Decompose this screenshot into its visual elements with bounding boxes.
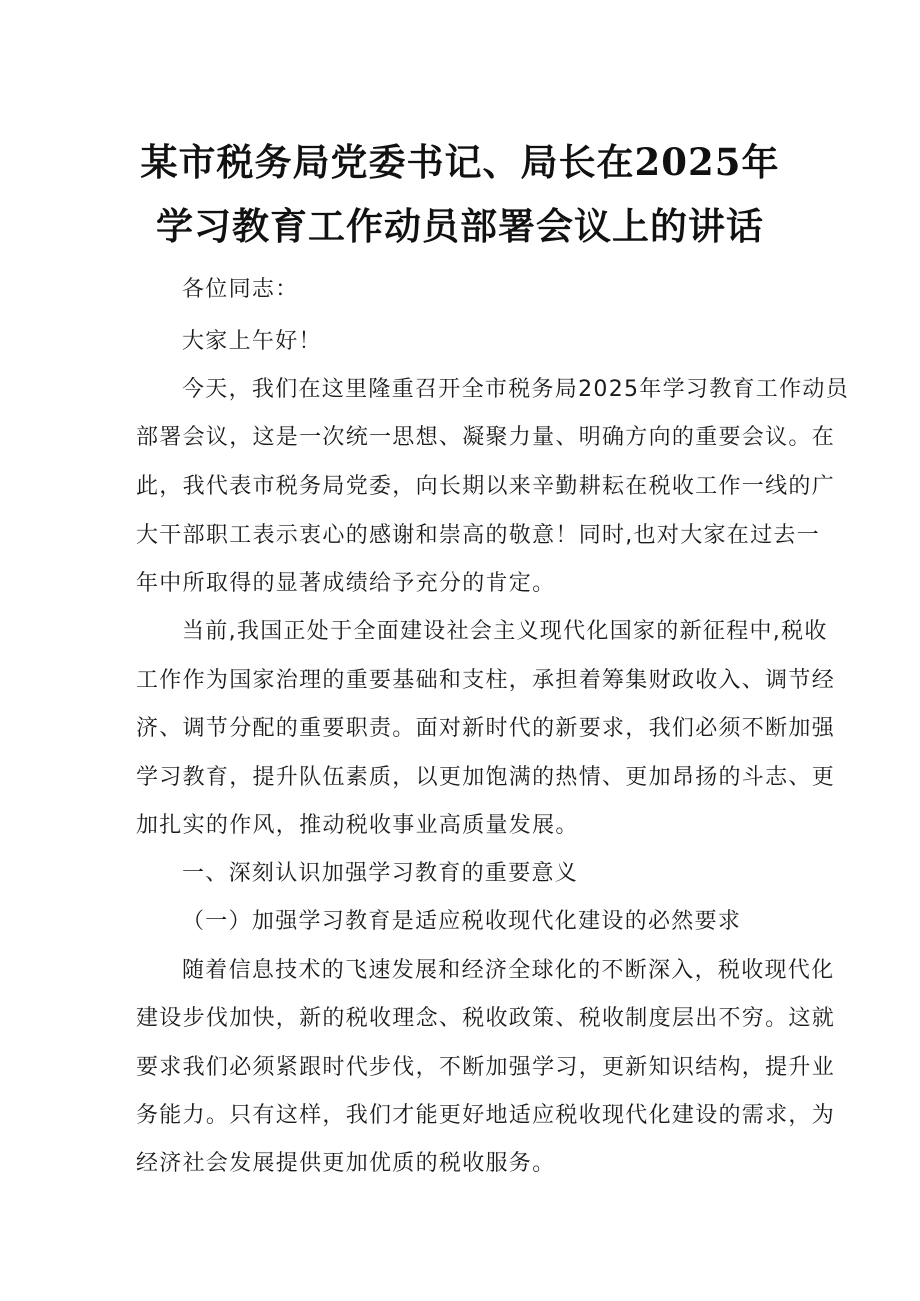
section-heading-text: 一、深刻认识加强学习教育的重要意义 xyxy=(182,861,579,886)
paragraph-line: 随着信息技术的飞速发展和经济全球化的不断深入，税收现代化 xyxy=(182,958,835,983)
paragraph-line: 经济社会发展提供更加优质的税收服务。 xyxy=(136,1151,556,1176)
paragraph-line: 大干部职工表示衷心的感谢和崇高的敬意！同时,也对大家在过去一 xyxy=(136,523,820,548)
paragraph-line: 济、调节分配的重要职责。面对新时代的新要求，我们必须不断加强 xyxy=(136,716,836,741)
paragraph-line: 学习教育，提升队伍素质，以更加饱满的热情、更加昂扬的斗志、更 xyxy=(136,765,836,790)
paragraph-line: 工作作为国家治理的重要基础和支柱，承担着筹集财政收入、调节经 xyxy=(136,668,836,693)
paragraph-line: 今天，我们在这里隆重召开全市税务局2025年学习教育工作动员 xyxy=(182,377,849,402)
paragraph-line: 当前,我国正处于全面建设社会主义现代化国家的新征程中,税收 xyxy=(182,619,828,644)
paragraph-line: 务能力。只有这样，我们才能更好地适应税收现代化建设的需求，为 xyxy=(136,1103,836,1128)
paragraph-line: 年中所取得的显著成绩给予充分的肯定。 xyxy=(136,571,556,596)
paragraph-line: 部署会议，这是一次统一思想、凝聚力量、明确方向的重要会议。在 xyxy=(136,425,836,450)
paragraph-line: 加扎实的作风，推动税收事业高质量发展。 xyxy=(136,813,579,838)
salutation-text: 各位同志： xyxy=(182,277,299,302)
paragraph-line: 建设步伐加快，新的税收理念、税收政策、税收制度层出不穷。这就 xyxy=(136,1006,836,1031)
document-title-line-2: 学习教育工作动员部署会议上的讲话 xyxy=(156,204,764,248)
subsection-heading-text: （一）加强学习教育是适应税收现代化建设的必然要求 xyxy=(182,909,742,934)
greeting-text: 大家上午好！ xyxy=(182,329,322,354)
paragraph-line: 要求我们必须紧跟时代步伐，不断加强学习，更新知识结构，提升业 xyxy=(136,1055,836,1080)
document-title-line-1: 某市税务局党委书记、局长在2025年 xyxy=(140,140,780,184)
paragraph-line: 此，我代表市税务局党委，向长期以来辛勤耕耘在税收工作一线的广 xyxy=(136,474,836,499)
